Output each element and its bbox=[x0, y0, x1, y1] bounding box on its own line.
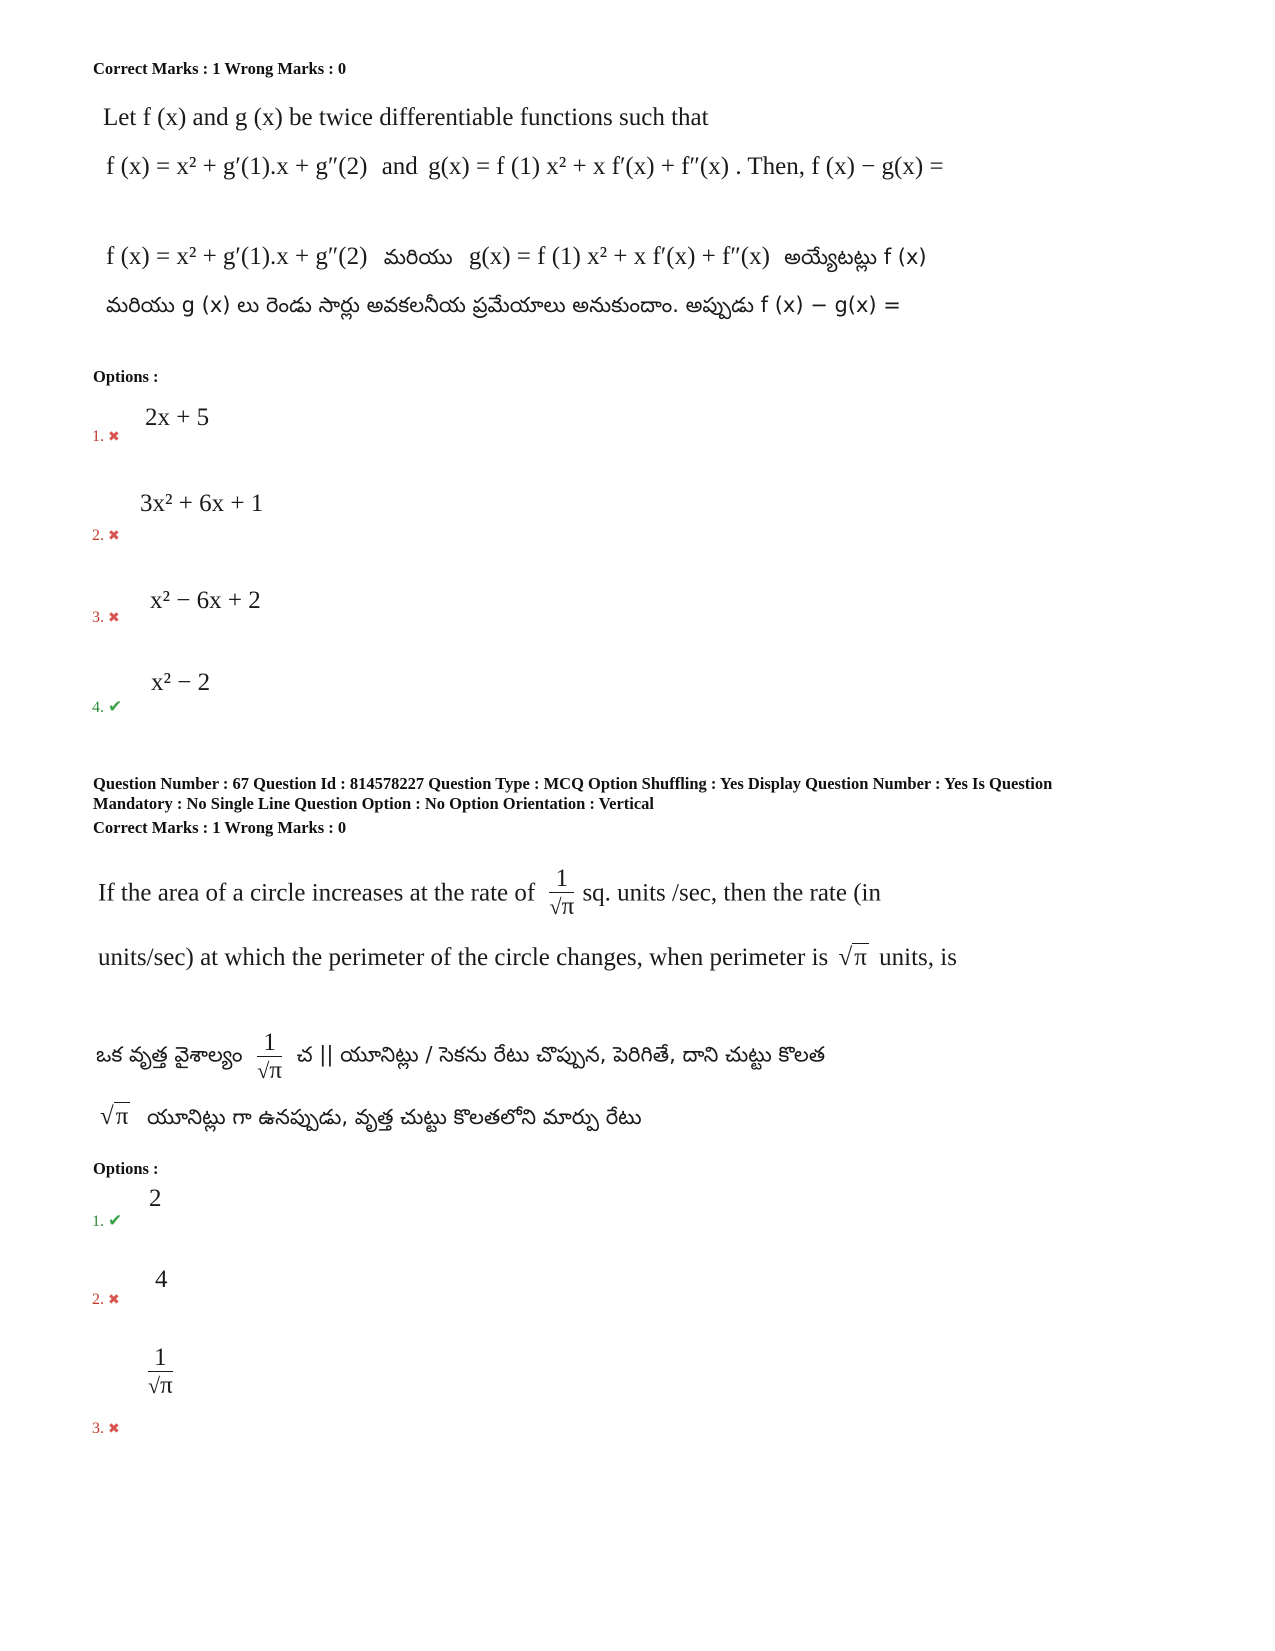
q66-telugu-line1 bbox=[106, 243, 927, 275]
check-mark-icon: ✔ bbox=[108, 697, 123, 716]
check-mark-icon: ✔ bbox=[108, 1211, 123, 1230]
q67-en2-b: units, is bbox=[879, 944, 957, 971]
q67-option-2-number: 2. bbox=[92, 1291, 104, 1308]
q67-rate-fraction: $\frac{1}{√\pi}$ bbox=[549, 865, 575, 921]
q66-telugu-line2: మరియు g (x) లు రెండు సార్లు అవకలనీయ ప్రమేయాలు అనుకుందాం. అప్పుడు f (x) − g(x) = bbox=[106, 293, 901, 317]
cross-mark-icon: ✖ bbox=[108, 1293, 120, 1308]
q67-te2-text: యూనిట్లు గా ఉనప్పుడు, వృత్త చుట్టు కొలతలోని మార్పు రేటు bbox=[147, 1105, 642, 1129]
q67-telugu-line1 bbox=[96, 1030, 825, 1085]
q67-te1-a: ఒక వృత్త వైశాల్యం bbox=[96, 1042, 243, 1067]
q66-and: and bbox=[381, 153, 418, 180]
q66-te-eq-f: f (x) = x² + g′(1).x + g″(2) bbox=[106, 243, 368, 270]
q67-en1-b: sq. units /sec, then the rate (in bbox=[582, 879, 881, 907]
q66-option-2[interactable] bbox=[92, 527, 120, 545]
q66-option-1-text: 2x + 5 bbox=[145, 404, 210, 431]
q67-option-1-text: 2 bbox=[149, 1185, 162, 1212]
cross-mark-icon: ✖ bbox=[108, 430, 120, 445]
q67-option-3[interactable] bbox=[92, 1420, 120, 1438]
cross-mark-icon: ✖ bbox=[108, 1422, 120, 1437]
q67-frac-den: π bbox=[561, 893, 575, 921]
q66-option-1-number: 1. bbox=[92, 428, 104, 445]
q67-sqrt-pi: √π bbox=[838, 944, 867, 971]
q66-eq-g: g(x) = f (1) x² + x f′(x) + f″(x) . Then, f (x) − g(x) = bbox=[428, 153, 944, 180]
q67-option-3-fraction: $\frac{1}{√\pi}$ bbox=[148, 1344, 173, 1400]
q66-option-2-text: 3x² + 6x + 1 bbox=[140, 490, 264, 517]
q66-option-4-text: x² − 2 bbox=[151, 669, 211, 696]
q66-option-4[interactable] bbox=[92, 697, 122, 717]
q67-en1-a: If the area of a circle increases at the rate of bbox=[98, 879, 536, 907]
q67-header-line1: Question Number : 67 Question Id : 814578227 Question Type : MCQ Option Shuffling : Yes Display Question Number : Yes Is Question bbox=[93, 774, 1053, 793]
q67-te-fraction: $\frac{1}{√\pi}$ bbox=[257, 1029, 282, 1085]
q66-marks: Correct Marks : 1 Wrong Marks : 0 bbox=[93, 59, 347, 78]
q67-header-line2: Mandatory : No Single Line Question Option : No Option Orientation : Vertical bbox=[93, 794, 655, 813]
q66-te-tail: అయ్యేటట్లు f (x) bbox=[784, 245, 927, 269]
q67-frac-num: 1 bbox=[549, 866, 574, 893]
q67-en2-a: units/sec) at which the perimeter of the circle changes, when perimeter is bbox=[98, 944, 829, 971]
q66-english-line1: Let f (x) and g (x) be twice differentiable functions such that bbox=[103, 104, 709, 131]
q66-te-mariyu: మరియు bbox=[383, 245, 453, 269]
q67-te1-b: చ || యూనిట్లు / సెకను రేటు చొప్పున, పెరిగితే, దాని చుట్టు కొలత bbox=[296, 1042, 826, 1067]
q67-english-line2 bbox=[98, 944, 957, 972]
q67-option-1[interactable] bbox=[92, 1211, 122, 1231]
q66-option-3[interactable] bbox=[92, 609, 120, 627]
q67-option-2[interactable] bbox=[92, 1291, 120, 1309]
q66-options-label: Options : bbox=[93, 367, 159, 386]
q67-option-3-number: 3. bbox=[92, 1420, 104, 1437]
q66-english-line2 bbox=[106, 153, 944, 181]
q67-option-2-text: 4 bbox=[155, 1266, 168, 1293]
cross-mark-icon: ✖ bbox=[108, 611, 120, 626]
cross-mark-icon: ✖ bbox=[108, 529, 120, 544]
q67-te-sqrt-pi: √π bbox=[100, 1103, 129, 1130]
q67-option-1-number: 1. bbox=[92, 1213, 104, 1230]
q66-eq-f: f (x) = x² + g′(1).x + g″(2) bbox=[106, 153, 368, 180]
q67-english-line1 bbox=[98, 866, 881, 921]
q66-option-1[interactable] bbox=[92, 428, 120, 446]
q66-te-eq-g: g(x) = f (1) x² + x f′(x) + f″(x) bbox=[468, 243, 770, 270]
q67-telugu-line2 bbox=[100, 1103, 642, 1135]
q67-option-3-text bbox=[148, 1345, 173, 1400]
q66-option-2-number: 2. bbox=[92, 527, 104, 544]
q66-option-3-number: 3. bbox=[92, 609, 104, 626]
q66-option-3-text: x² − 6x + 2 bbox=[150, 587, 261, 614]
q67-marks: Correct Marks : 1 Wrong Marks : 0 bbox=[93, 818, 347, 837]
q66-option-4-number: 4. bbox=[92, 699, 104, 716]
q67-options-label: Options : bbox=[93, 1159, 159, 1178]
